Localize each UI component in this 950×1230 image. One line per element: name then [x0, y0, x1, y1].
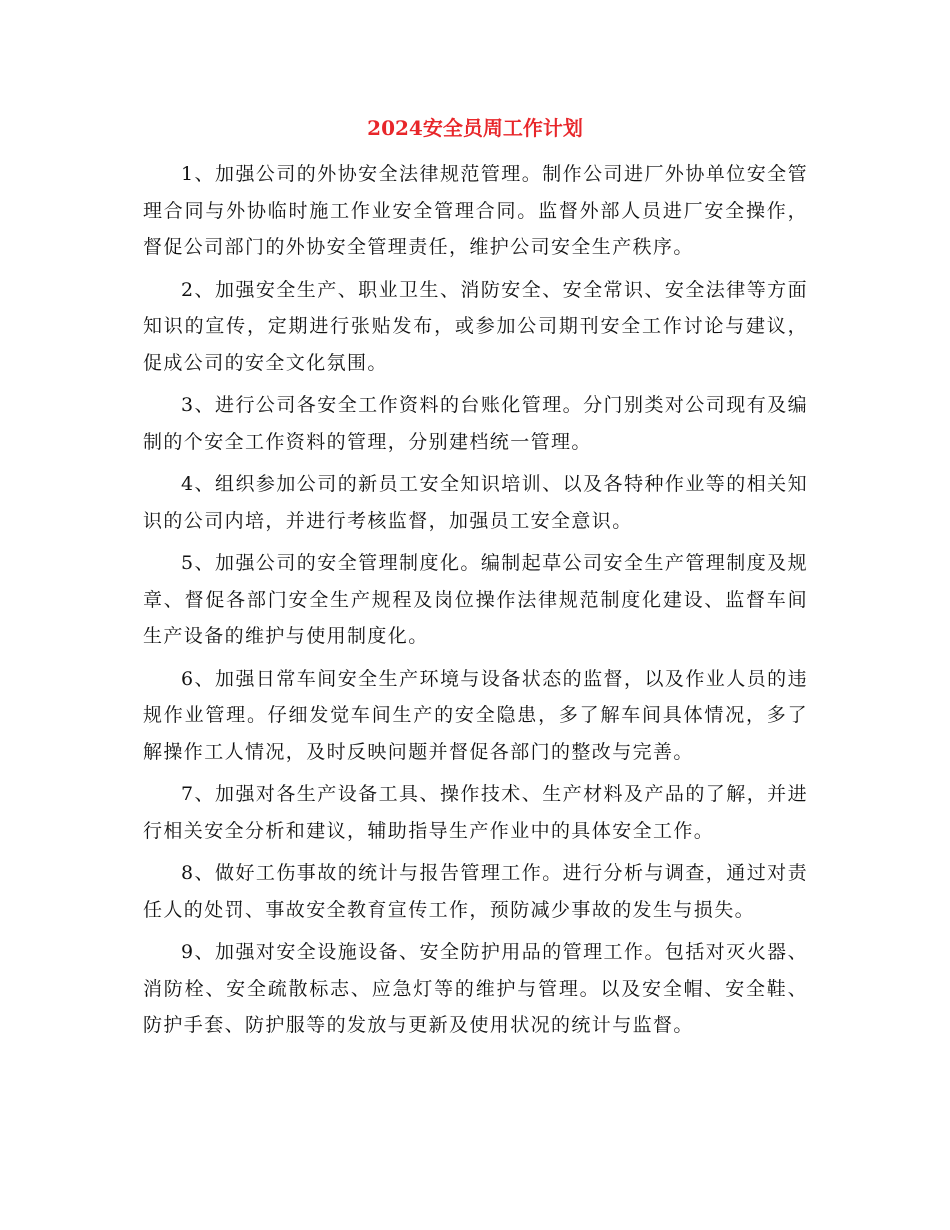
paragraph-2: 2、加强安全生产、职业卫生、消防安全、安全常识、安全法律等方面知识的宣传，定期进行张贴发布，或参加公司期刊安全工作讨论与建议，促成公司的安全文化氛围。	[143, 278, 808, 374]
document-body	[143, 156, 808, 1050]
paragraph-3: 3、进行公司各安全工作资料的台账化管理。分门别类对公司现有及编制的个安全工作资料的管理，分别建档统一管理。	[143, 394, 808, 453]
document-title: 2024安全员周工作计划	[367, 116, 583, 140]
paragraph-1: 1、加强公司的外协安全法律规范管理。制作公司进厂外协单位安全管理合同与外协临时施工作业安全管理合同。监督外部人员进厂安全操作，督促公司部门的外协安全管理责任，维护公司安全生产秩序。	[143, 163, 808, 258]
paragraph-8: 8、做好工伤事故的统计与报告管理工作。进行分析与调查，通过对责任人的处罚、事故安全教育宣传工作，预防减少事故的发生与损失。	[143, 862, 808, 921]
paragraph-4: 4、组织参加公司的新员工安全知识培训、以及各特种作业等的相关知识的公司内培，并进行考核监督，加强员工安全意识。	[143, 473, 808, 532]
paragraph-5: 5、加强公司的安全管理制度化。编制起草公司安全生产管理制度及规章、督促各部门安全生产规程及岗位操作法律规范制度化建设、监督车间生产设备的维护与使用制度化。	[143, 552, 808, 647]
paragraph-6: 6、加强日常车间安全生产环境与设备状态的监督，以及作业人员的违规作业管理。仔细发觉车间生产的安全隐患，多了解车间具体情况，多了解操作工人情况，及时反映问题并督促各部门的整改与完善。	[143, 667, 808, 763]
paragraph-9: 9、加强对安全设施设备、安全防护用品的管理工作。包括对灭火器、消防栓、安全疏散标志、应急灯等的维护与管理。以及安全帽、安全鞋、防护手套、防护服等的发放与更新及使用状况的统计与监督。	[143, 941, 808, 1036]
paragraph-7: 7、加强对各生产设备工具、操作技术、生产材料及产品的了解，并进行相关安全分析和建议，辅助指导生产作业中的具体安全工作。	[143, 783, 808, 842]
